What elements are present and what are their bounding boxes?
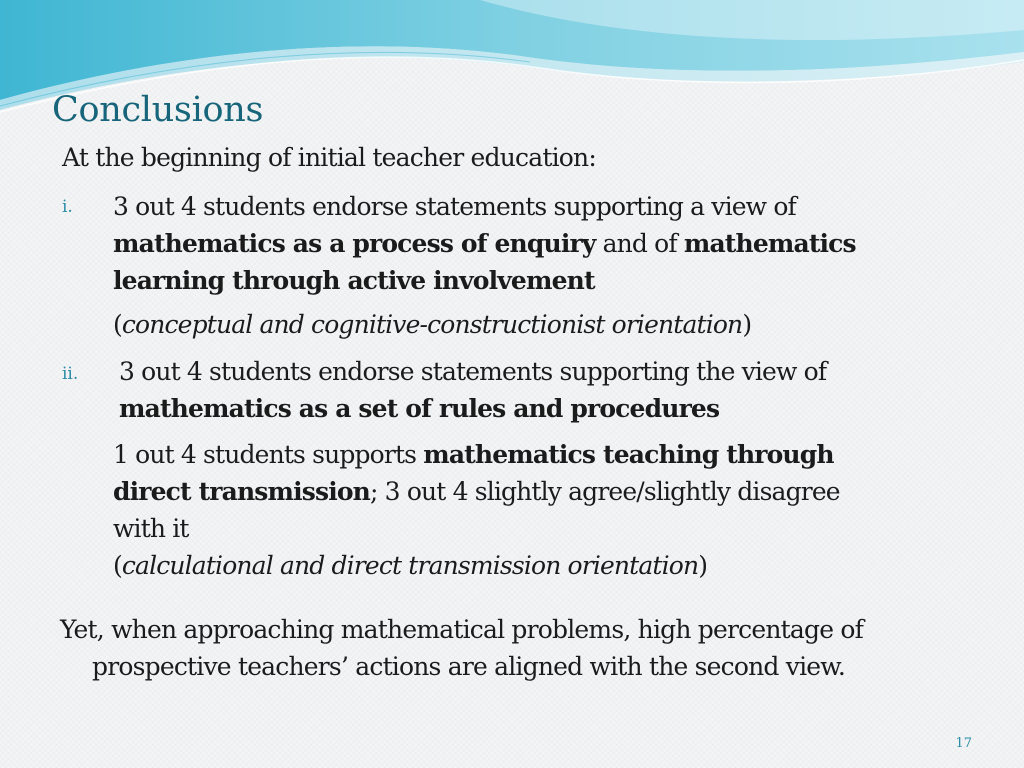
list-item-i: [113, 188, 856, 343]
item-ii-p2-line-3: with it: [113, 514, 189, 543]
list-marker-ii: ii.: [62, 364, 79, 384]
item-ii-line-1: 3 out 4 students endorse statements supporting the view of: [119, 357, 827, 386]
list-marker-i: i.: [62, 197, 73, 217]
intro-text: At the beginning of initial teacher education:: [62, 143, 596, 172]
item-i-orientation-text: conceptual and cognitive-constructionist orientation: [121, 310, 743, 339]
list-item-ii: [119, 353, 826, 427]
list-item-ii-paragraph: [113, 436, 840, 584]
item-i-bold-mathematics: mathematics: [683, 229, 856, 258]
item-ii-p2-line-2: [113, 473, 840, 510]
item-ii-p2-text-1: 1 out 4 students supports: [113, 440, 424, 469]
item-ii-line-2: [119, 390, 826, 427]
conclusion-line-1: Yet, when approaching mathematical problems, high percentage of: [60, 615, 864, 644]
item-i-line-2: [113, 225, 856, 262]
conclusion-text: [60, 611, 970, 685]
item-ii-orientation: (calculational and direct transmission orientation): [113, 551, 708, 580]
page-number: 17: [955, 736, 972, 751]
item-i-line-1: 3 out 4 students endorse statements supporting a view of: [113, 192, 796, 221]
conclusion-line-2: prospective teachers’ actions are aligned with the second view.: [92, 652, 846, 681]
item-i-connector: and of: [595, 229, 684, 258]
item-i-orientation: (conceptual and cognitive-constructionist orientation): [113, 310, 752, 339]
item-ii-bold-rules: mathematics as a set of rules and procedures: [119, 394, 720, 423]
item-ii-p2-line-1: [113, 436, 840, 473]
item-ii-orientation-text: calculational and direct transmission orientation: [121, 551, 699, 580]
slide-title: Conclusions: [52, 90, 264, 130]
item-ii-bold-teaching: mathematics teaching through: [423, 440, 834, 469]
item-i-bold-learning: learning through active involvement: [113, 266, 595, 295]
item-i-line-3: [113, 262, 856, 299]
item-ii-p2-text-2: ; 3 out 4 slightly agree/slightly disagree: [370, 477, 840, 506]
item-ii-bold-transmission: direct transmission: [113, 477, 370, 506]
item-i-bold-enquiry: mathematics as a process of enquiry: [113, 229, 596, 258]
